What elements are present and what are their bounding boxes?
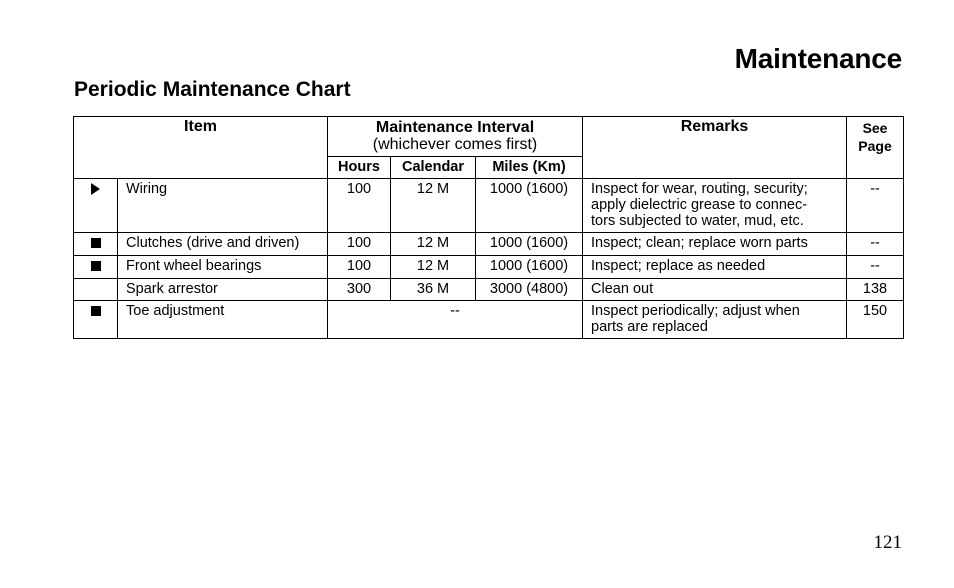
row-marker [74, 256, 118, 279]
square-marker-icon [91, 306, 101, 316]
remarks-cell [583, 301, 847, 339]
row-marker [74, 179, 118, 233]
remarks-cell [583, 256, 847, 279]
item-cell: Front wheel bearings [118, 256, 328, 279]
page-cell: 150 [847, 301, 904, 339]
row-marker [74, 301, 118, 339]
row-marker [74, 279, 118, 301]
miles-header: Miles (Km) [476, 157, 583, 179]
triangle-marker-icon [91, 183, 100, 195]
remarks-line: Inspect for wear, routing, security; [591, 181, 808, 197]
row-marker [74, 233, 118, 256]
miles-cell: 1000 (1600) [476, 179, 583, 233]
item-cell: Clutches (drive and driven) [118, 233, 328, 256]
section-title: Maintenance [734, 43, 902, 74]
remarks-cell [583, 279, 847, 301]
maintenance-chart-table [73, 116, 904, 339]
remarks-line: Clean out [591, 281, 654, 297]
item-cell: Spark arrestor [118, 279, 328, 301]
chart-title: Periodic Maintenance Chart [74, 78, 351, 101]
remarks-line: Inspect periodically; adjust when [591, 303, 800, 319]
calendar-cell: 12 M [391, 256, 476, 279]
remarks-line: parts are replaced [591, 319, 708, 335]
remarks-line: Inspect; clean; replace worn parts [591, 235, 808, 251]
table-row [74, 256, 904, 279]
calendar-cell: 36 M [391, 279, 476, 301]
item-header: Item [74, 117, 328, 179]
header-row [74, 117, 904, 157]
remarks-cell [583, 179, 847, 233]
item-cell: Toe adjustment [118, 301, 328, 339]
remarks-line: tors subjected to water, mud, etc. [591, 213, 804, 229]
interval-header-note: (whichever comes first) [372, 136, 538, 153]
hours-cell: 300 [328, 279, 391, 301]
page-cell: 138 [847, 279, 904, 301]
calendar-header: Calendar [391, 157, 476, 179]
remarks-header: Remarks [583, 117, 847, 179]
miles-cell: 3000 (4800) [476, 279, 583, 301]
hours-header: Hours [328, 157, 391, 179]
remarks-line: Inspect; replace as needed [591, 258, 766, 274]
see-page-header [847, 117, 904, 179]
table-row [74, 179, 904, 233]
interval-header-label: Maintenance Interval [375, 119, 535, 136]
miles-cell: 1000 (1600) [476, 256, 583, 279]
interval-header [328, 117, 583, 157]
page-cell: -- [847, 256, 904, 279]
table-row [74, 233, 904, 256]
page-number: 121 [873, 532, 902, 553]
hours-cell: 100 [328, 256, 391, 279]
miles-cell: 1000 (1600) [476, 233, 583, 256]
table-row [74, 301, 904, 339]
hours-cell: 100 [328, 179, 391, 233]
page-cell: -- [847, 179, 904, 233]
table-row [74, 279, 904, 301]
item-cell: Wiring [118, 179, 328, 233]
remarks-cell [583, 233, 847, 256]
square-marker-icon [91, 238, 101, 248]
hours-cell: 100 [328, 233, 391, 256]
page-cell: -- [847, 233, 904, 256]
square-marker-icon [91, 261, 101, 271]
remarks-line: apply dielectric grease to connec- [591, 197, 808, 213]
see-page-header-line2: Page [858, 138, 892, 154]
calendar-cell: 12 M [391, 179, 476, 233]
calendar-cell: 12 M [391, 233, 476, 256]
see-page-header-line1: See [862, 120, 888, 136]
interval-merged-cell: -- [328, 301, 583, 339]
